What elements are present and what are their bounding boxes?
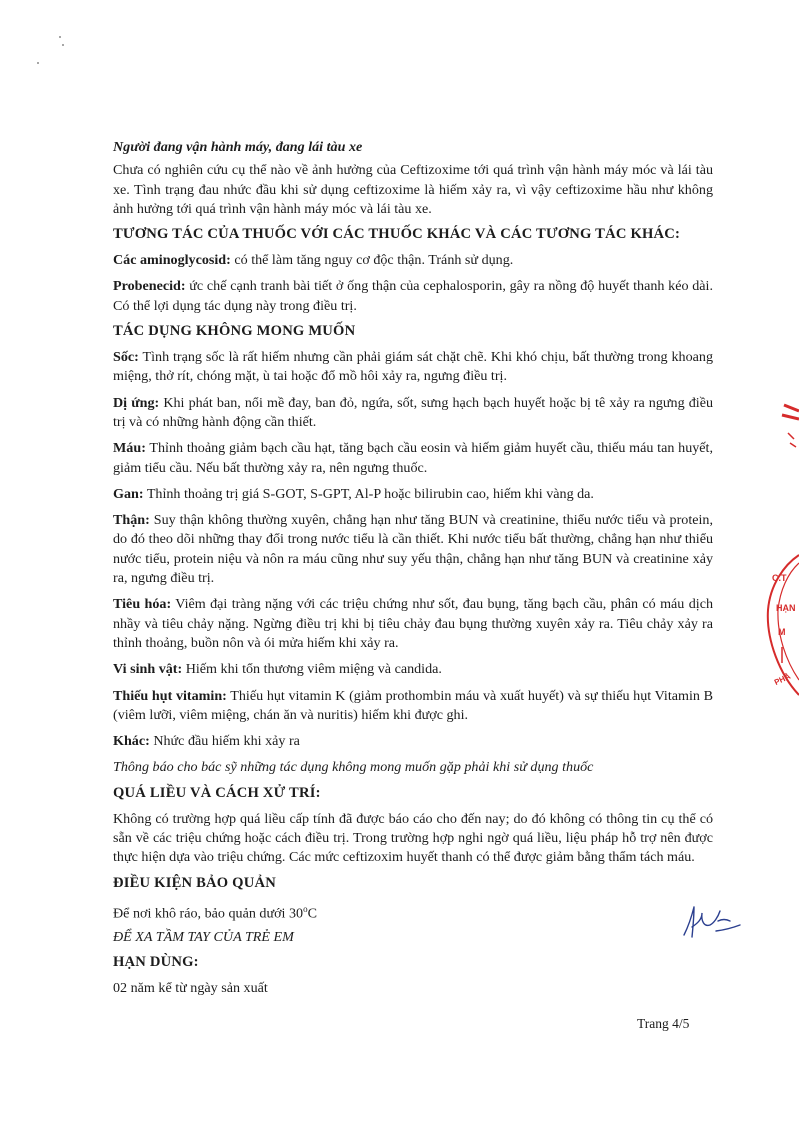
adverse-text: Viêm đại tràng nặng với các triệu chứng như sốt, đau bụng, tăng bạch cầu, phân có máu dịch nhầy và tiêu chảy nặng. Ngừng điều trị khi bị tiêu chảy đau bụng thường xuyên xảy ra. Tiêu chảy xảy ra thỉnh thoảng, buồn nôn và ói mửa hiếm khi xảy ra. <box>113 596 713 651</box>
scan-speck <box>37 62 39 64</box>
interaction-text: có thể làm tăng nguy cơ độc thận. Tránh sử dụng. <box>230 252 514 269</box>
paragraph-storage <box>113 900 713 924</box>
section-title-interactions: TƯƠNG TÁC CỦA THUỐC VỚI CÁC THUỐC KHÁC VÀ CÁC TƯƠNG TÁC KHÁC: <box>113 226 681 243</box>
degree-sup: o <box>303 903 308 914</box>
interaction-text: ức chế cạnh tranh bài tiết ở ống thận của cephalosporin, gây ra nồng độ huyết thanh kéo dài. Có thể lợi dụng tác dụng này trong điều trị. <box>113 278 713 314</box>
scan-speck <box>59 36 61 38</box>
adverse-text: Thỉnh thoảng giảm bạch cầu hạt, tăng bạch cầu eosin và hiếm giảm huyết cầu, thiếu máu tan huyết, giảm tiểu cầu. Nếu bất thường xảy ra, nên ngưng thuốc. <box>113 440 713 476</box>
adverse-term: Thiếu hụt vitamin: <box>113 687 227 704</box>
adverse-term: Máu: <box>113 440 146 457</box>
page-number: Trang 4/5 <box>637 1016 690 1031</box>
svg-text:M: M <box>778 627 786 637</box>
svg-text:C.T: C.T <box>772 573 787 583</box>
paragraph-overdose: Không có trường hợp quá liều cấp tính đã được báo cáo cho đến nay; do đó không có thông tin cụ thể có sẵn về các triệu chứng hoặc cách điều trị. Trong trường hợp nghi ngờ quá liều, liệu pháp hỗ trợ nên được thực hiện dựa vào triệu chứng. Các mức ceftizoxim huyết thanh có thể được giảm bằng thẩm tách máu. <box>113 810 713 866</box>
adverse-text: Thiếu hụt vitamin K (giảm prothombin máu và xuất huyết) và sự thiếu hụt Vitamin B (viêm lưỡi, viêm miệng, chán ăn và nuritis) hiếm khi được ghi. <box>113 687 714 723</box>
document-page <box>113 138 713 998</box>
adverse-term: Dị ứng: <box>113 394 160 411</box>
adverse-text: Thỉnh thoảng trị giá S-GOT, S-GPT, Al-P hoặc bilirubin cao, hiếm khi vàng da. <box>143 485 594 502</box>
adverse-item <box>113 660 713 679</box>
adverse-text: Tình trạng sốc là rất hiếm nhưng cần phải giám sát chặt chẽ. Khi khó chịu, bất thường trong khoang miệng, thở rít, chóng mặt, ù tai hoặc đổ mồ hôi xảy ra, ngưng điều trị. <box>113 349 713 385</box>
interaction-item <box>113 251 713 270</box>
paragraph-expiry: 02 năm kể từ ngày sản xuất <box>113 979 268 996</box>
adverse-term: Thận: <box>113 512 150 529</box>
company-stamp-fragment <box>760 395 799 715</box>
interaction-term: Các aminoglycosid: <box>113 252 231 269</box>
adverse-item <box>113 439 713 478</box>
signature-mark <box>674 897 744 947</box>
storage-warning: ĐỂ XA TẦM TAY CỦA TRẺ EM <box>113 928 294 945</box>
adverse-item <box>113 595 713 653</box>
svg-text:HẠN: HẠN <box>776 603 796 613</box>
svg-text:PHẦ: PHẦ <box>772 671 792 688</box>
adverse-item <box>113 394 713 433</box>
adverse-item <box>113 511 713 588</box>
scan-speck <box>62 44 64 46</box>
section-title-overdose: QUÁ LIỀU VÀ CÁCH XỬ TRÍ: <box>113 784 321 801</box>
section-title-expiry: HẠN DÙNG: <box>113 953 199 970</box>
adverse-term: Tiêu hóa: <box>113 596 172 613</box>
adverse-text: Hiếm khi tổn thương viêm miệng và candida. <box>182 661 442 678</box>
adverse-item <box>113 687 713 726</box>
adverse-term: Khác: <box>113 733 150 750</box>
section-title-driving: Người đang vận hành máy, đang lái tàu xe <box>113 139 363 155</box>
section-title-storage: ĐIỀU KIỆN BẢO QUẢN <box>113 874 276 891</box>
adverse-text: Khi phát ban, nổi mề đay, ban đỏ, ngứa, sốt, sưng hạch bạch huyết hoặc bị tê xảy ra ngưng điều trị và có những hành động cần thiết. <box>113 394 713 430</box>
adverse-term: Vi sinh vật: <box>113 661 183 678</box>
adverse-item <box>113 485 713 504</box>
paragraph-driving: Chưa có nghiên cứu cụ thể nào về ảnh hưởng của Ceftizoxime tới quá trình vận hành máy móc và lái tàu xe. Tình trạng đau nhức đầu khi sử dụng ceftizoxime là hiếm xảy ra, vì vậy ceftizoxime hầu như không ảnh hưởng tới quá trình vận hành máy móc và lái tàu xe. <box>113 162 713 217</box>
adverse-item <box>113 348 713 387</box>
adverse-notice: Thông báo cho bác sỹ những tác dụng không mong muốn gặp phải khi sử dụng thuốc <box>113 759 594 776</box>
interaction-term: Probenecid: <box>113 278 186 295</box>
adverse-term: Gan: <box>113 485 144 502</box>
interaction-item <box>113 277 713 316</box>
adverse-text: Suy thận không thường xuyên, chẳng hạn như tăng BUN và creatinine, thiểu nước tiểu và protein, do đó theo dõi những thay đổi trong nước tiểu là cần thiết. Khi nước tiểu bất thường, chẳng hạn như thiểu nước tiểu, protein niệu và nôn ra máu cũng như suy yếu thận, chẳng hạn như tăng BUN và creatinine xảy ra, ngưng điều trị. <box>113 512 713 587</box>
adverse-text: Nhức đầu hiếm khi xảy ra <box>149 733 300 750</box>
adverse-item <box>113 732 713 751</box>
adverse-term: Sốc: <box>113 349 139 366</box>
storage-unit: C <box>307 905 317 922</box>
section-title-adverse: TÁC DỤNG KHÔNG MONG MUỐN <box>113 323 356 340</box>
storage-text: Để nơi khô ráo, bảo quản dưới 30 <box>113 905 304 922</box>
